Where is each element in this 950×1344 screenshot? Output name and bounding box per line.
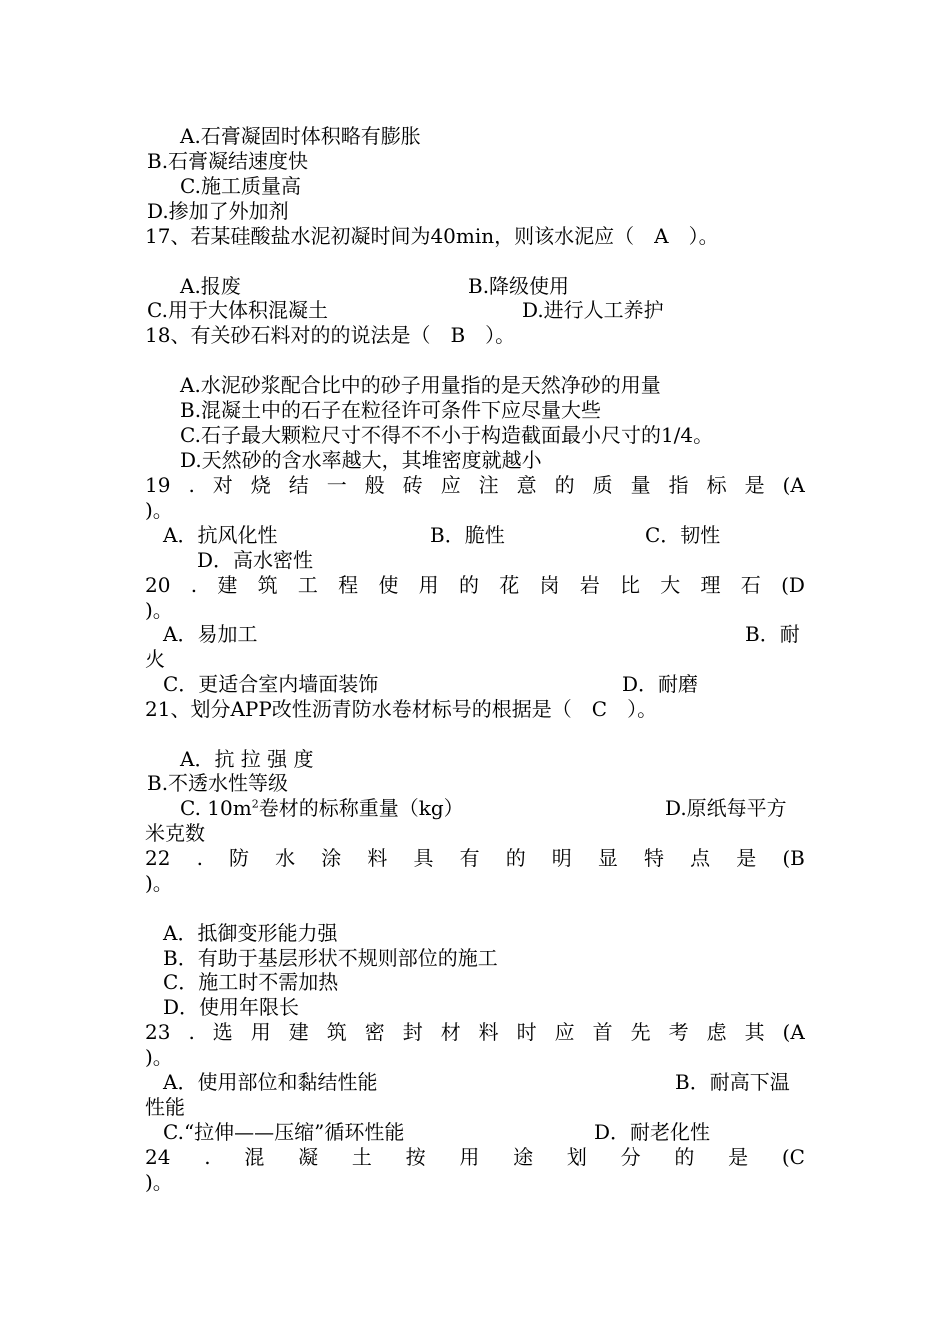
q17-option-c: C.用于大体积混凝土 [147, 298, 328, 322]
q19-option-c: C．韧性 [645, 523, 721, 547]
q17-option-b: B.降级使用 [468, 274, 570, 298]
q18-option-b: B.混凝土中的石子在粒径许可条件下应尽量大些 [180, 398, 602, 422]
q18-stem: 18、有关砂石料对的的说法是（ B ）。 [145, 323, 516, 347]
q17-option-d: D.进行人工养护 [522, 298, 664, 322]
q16-option-d: D.掺加了外加剂 [147, 199, 289, 223]
q22-option-c: C．施工时不需加热 [163, 970, 339, 994]
q18-option-d: D.天然砂的含水率越大，其堆密度就越小 [180, 448, 542, 472]
q18-option-c: C.石子最大颗粒尺寸不得不不小于构造截面最小尺寸的1/4。 [180, 423, 714, 447]
q16-option-c: C.施工质量高 [180, 174, 301, 198]
q23-stem: 23 . 选 用 建 筑 密 封 材 料 时 应 首 先 考 虑 其 (A [145, 1020, 805, 1044]
q20-stem-end: )。 [145, 598, 173, 622]
q23-option-a: A．使用部位和黏结性能 [163, 1070, 378, 1094]
q21-option-c: C. $10m^2$卷材的标称重量（kg） [180, 796, 464, 820]
q16-option-a: A.石膏凝固时体积略有膨胀 [180, 124, 421, 148]
q23-option-c: C.“拉伸——压缩”循环性能 [163, 1120, 405, 1144]
q22-option-d: D．使用年限长 [163, 995, 300, 1019]
q19-option-d: D．高水密性 [197, 548, 314, 572]
q23-option-d: D．耐老化性 [594, 1120, 711, 1144]
q16-option-b: B.石膏凝结速度快 [147, 149, 309, 173]
q23-option-b: B．耐高下温 [675, 1070, 790, 1094]
q20-option-c: C．更适合室内墙面装饰 [163, 672, 379, 696]
q21-stem: 21、划分APP改性沥青防水卷材标号的根据是（ C ）。 [145, 697, 658, 721]
q21-option-b: B.不透水性等级 [147, 771, 289, 795]
q22-option-b: B．有助于基层形状不规则部位的施工 [163, 946, 498, 970]
q21-option-d-wrap: 米克数 [145, 821, 205, 845]
q20-option-d: D．耐磨 [622, 672, 699, 696]
q20-stem: 20 . 建 筑 工 程 使 用 的 花 岗 岩 比 大 理 石 (D [145, 573, 805, 597]
q22-option-a: A．抵御变形能力强 [163, 921, 338, 945]
q21-option-a: A．抗 拉 强 度 [180, 747, 314, 771]
q19-option-a: A．抗风化性 [163, 523, 278, 547]
q20-option-b: B．耐 [745, 622, 800, 646]
q17-option-a: A.报废 [180, 274, 241, 298]
q23-option-b-wrap: 性能 [145, 1095, 185, 1119]
q20-option-a: A．易加工 [163, 622, 258, 646]
q24-stem: 24 . 混 凝 土 按 用 途 划 分 的 是 (C [145, 1145, 805, 1169]
q19-stem: 19 . 对 烧 结 一 般 砖 应 注 意 的 质 量 指 标 是 (A [145, 473, 805, 497]
q22-stem: 22 . 防 水 涂 料 具 有 的 明 显 特 点 是 (B [145, 846, 805, 870]
q19-option-b: B．脆性 [430, 523, 505, 547]
q22-stem-end: )。 [145, 871, 173, 895]
q24-stem-end: )。 [145, 1170, 173, 1194]
q17-stem: 17、若某硅酸盐水泥初凝时间为40min，则该水泥应（ A ）。 [145, 224, 719, 248]
q18-option-a: A.水泥砂浆配合比中的砂子用量指的是天然净砂的用量 [180, 373, 661, 397]
q21-option-d: D.原纸每平方 [665, 796, 787, 820]
q20-option-b-wrap: 火 [145, 647, 165, 671]
q23-stem-end: )。 [145, 1045, 173, 1069]
q19-stem-end: )。 [145, 498, 173, 522]
